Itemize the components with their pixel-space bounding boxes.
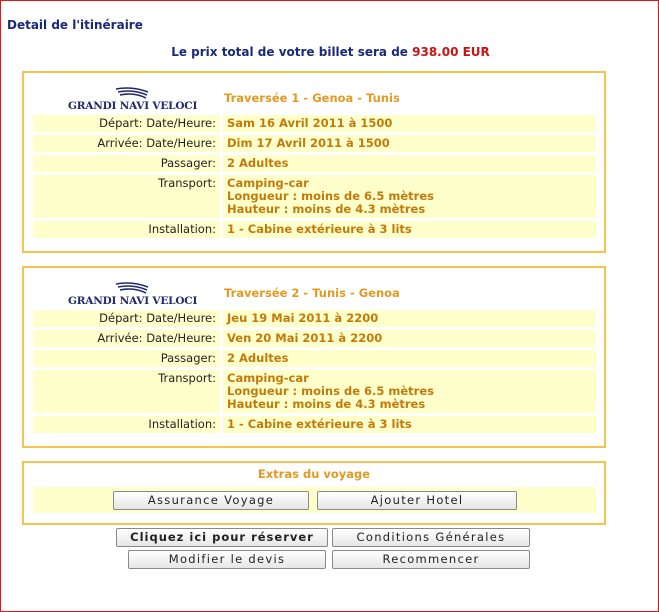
passenger-row <box>33 155 596 172</box>
vehicle-length: Longueur : moins de 6.5 mètres <box>227 384 434 398</box>
arrival-value: Ven 20 Mai 2011 à 2200 <box>227 331 383 345</box>
gnv-wave-icon <box>114 87 150 99</box>
logo-text: GRANDI NAVI VELOCI <box>68 295 198 307</box>
page-title: Detail de l'itinéraire <box>7 18 143 32</box>
arrival-row <box>33 135 596 152</box>
arrival-row <box>33 330 596 347</box>
modify-quote-button[interactable]: Modifier le devis <box>128 550 326 569</box>
vehicle-height: Hauteur : moins de 4.3 mètres <box>227 202 426 216</box>
transport-value <box>223 175 596 218</box>
departure-label: Départ: Date/Heure: <box>33 310 223 327</box>
logo-text: GRANDI NAVI VELOCI <box>68 100 198 112</box>
passenger-row <box>33 350 596 367</box>
departure-value: Jeu 19 Mai 2011 à 2200 <box>227 311 379 325</box>
departure-row <box>33 310 596 327</box>
extras-panel <box>22 461 606 525</box>
installation-row <box>33 221 596 238</box>
vehicle-height: Hauteur : moins de 4.3 mètres <box>227 397 426 411</box>
departure-row <box>33 115 596 132</box>
passenger-value: 2 Adultes <box>227 351 289 365</box>
transport-row <box>33 370 596 413</box>
transport-value <box>223 370 596 413</box>
crossing-2-title: Traversée 2 - Tunis - Genoa <box>224 286 400 300</box>
vehicle-type: Camping-car <box>227 371 309 385</box>
reserve-button[interactable]: Cliquez ici pour réserver <box>116 528 328 547</box>
arrival-label: Arrivée: Date/Heure: <box>33 135 223 152</box>
installation-value: 1 - Cabine extérieure à 3 lits <box>227 222 412 236</box>
transport-row <box>33 175 596 218</box>
crossing-1-title: Traversée 1 - Genoa - Tunis <box>224 91 400 105</box>
extras-row <box>33 487 596 513</box>
gnv-logo <box>68 87 198 115</box>
arrival-value: Dim 17 Avril 2011 à 1500 <box>227 136 390 150</box>
terms-button[interactable]: Conditions Générales <box>332 528 530 547</box>
add-hotel-button[interactable]: Ajouter Hotel <box>317 491 517 510</box>
installation-label: Installation: <box>33 416 223 433</box>
travel-insurance-button[interactable]: Assurance Voyage <box>113 491 309 510</box>
departure-value: Sam 16 Avril 2011 à 1500 <box>227 116 393 130</box>
price-value: 938.00 EUR <box>412 45 490 59</box>
total-price-line <box>1 45 659 59</box>
price-label: Le prix total de votre billet sera de <box>171 45 408 59</box>
extras-title: Extras du voyage <box>257 467 371 481</box>
vehicle-length: Longueur : moins de 6.5 mètres <box>227 189 434 203</box>
gnv-wave-icon <box>114 282 150 294</box>
passenger-value: 2 Adultes <box>227 156 289 170</box>
installation-row <box>33 416 596 433</box>
restart-button[interactable]: Recommencer <box>332 550 530 569</box>
passenger-label: Passager: <box>33 350 223 367</box>
crossing-1-panel <box>22 71 606 253</box>
transport-label: Transport: <box>33 175 223 218</box>
crossing-2-panel <box>22 266 606 448</box>
passenger-label: Passager: <box>33 155 223 172</box>
gnv-logo <box>68 282 198 310</box>
installation-label: Installation: <box>33 221 223 238</box>
arrival-label: Arrivée: Date/Heure: <box>33 330 223 347</box>
installation-value: 1 - Cabine extérieure à 3 lits <box>227 417 412 431</box>
departure-label: Départ: Date/Heure: <box>33 115 223 132</box>
vehicle-type: Camping-car <box>227 176 309 190</box>
transport-label: Transport: <box>33 370 223 413</box>
